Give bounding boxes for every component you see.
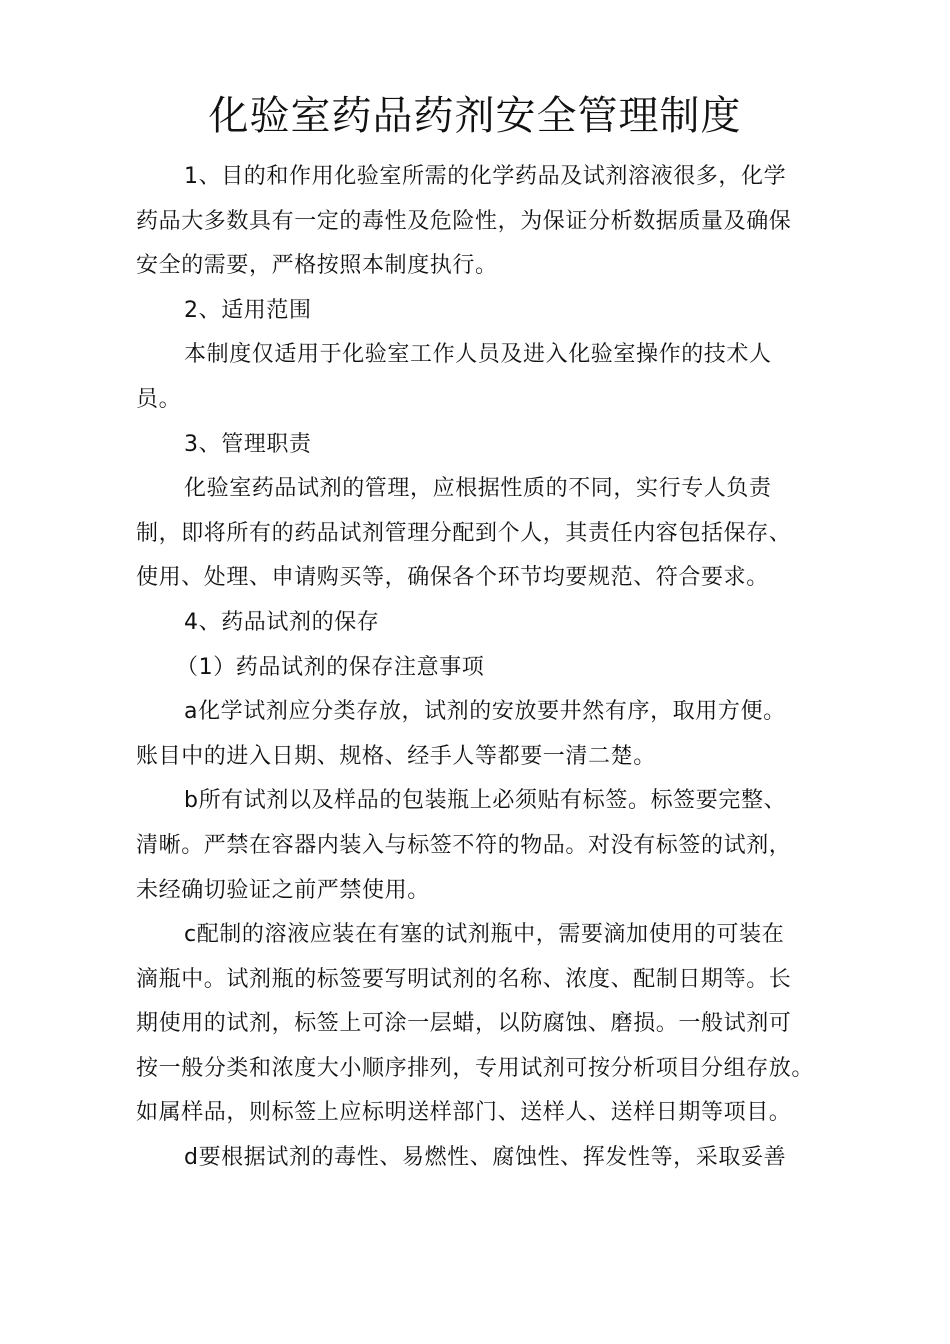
heading-responsibility [136,423,836,468]
text-line: 化验室药品试剂的管理，应根据性质的不同，实行专人负责 [184,476,772,502]
text-line: 清晰。严禁在容器内装入与标签不符的物品。对没有标签的试剂， [136,832,792,858]
text-line: 按一般分类和浓度大小顺序排列，专用试剂可按分析项目分组存放。 [136,1055,815,1081]
subheading-storage-notes [136,646,836,691]
text-line: 如属样品，则标签上应标明送样部门、送样人、送样日期等项目。 [136,1100,792,1126]
document-title: 化验室药品药剂安全管理制度 [208,93,742,139]
paragraph-item-d [136,1136,836,1181]
paragraph-purpose [136,155,836,289]
text-line: d要根据试剂的毒性、易燃性、腐蚀性、挥发性等，采取妥善 [184,1145,787,1171]
text-line: c配制的溶液应装在有塞的试剂瓶中，需要滴加使用的可装在 [184,922,785,948]
text-line: 未经确切验证之前严禁使用。 [136,877,430,903]
text-line: 3、管理职责 [184,431,312,457]
text-line: 制，即将所有的药品试剂管理分配到个人，其责任内容包括保存、 [136,520,792,546]
paragraph-item-b [136,779,836,913]
document-body [136,155,836,1181]
text-line: 员。 [136,386,182,412]
text-line: 滴瓶中。试剂瓶的标签要写明试剂的名称、浓度、配制日期等。长 [136,966,792,992]
text-line: 使用、处理、申请购买等，确保各个环节均要规范、符合要求。 [136,565,769,591]
paragraph-item-a [136,690,836,779]
paragraph-responsibility [136,467,836,601]
text-line: 本制度仅适用于化验室工作人员及进入化验室操作的技术人 [184,342,772,368]
text-line: 2、适用范围 [184,297,312,323]
text-line: （1）药品试剂的保存注意事项 [176,654,485,680]
text-line: 1、目的和作用化验室所需的化学药品及试剂溶液很多，化学 [184,164,787,189]
heading-scope [136,289,836,334]
text-line: 期使用的试剂，标签上可涂一层蜡，以防腐蚀、磨损。一般试剂可 [136,1011,792,1037]
text-line: 4、药品试剂的保存 [184,609,380,635]
paragraph-item-c [136,913,836,1136]
text-line: b所有试剂以及样品的包装瓶上必须贴有标签。标签要完整、 [184,788,787,814]
text-line: 安全的需要，严格按照本制度执行。 [136,253,498,279]
text-line: a化学试剂应分类存放，试剂的安放要井然有序，取用方便。 [184,699,786,725]
paragraph-scope [136,333,836,422]
heading-storage [136,601,836,646]
text-line: 药品大多数具有一定的毒性及危险性，为保证分析数据质量及确保 [136,208,792,234]
text-line: 账目中的进入日期、规格、经手人等都要一清二楚。 [136,743,656,769]
